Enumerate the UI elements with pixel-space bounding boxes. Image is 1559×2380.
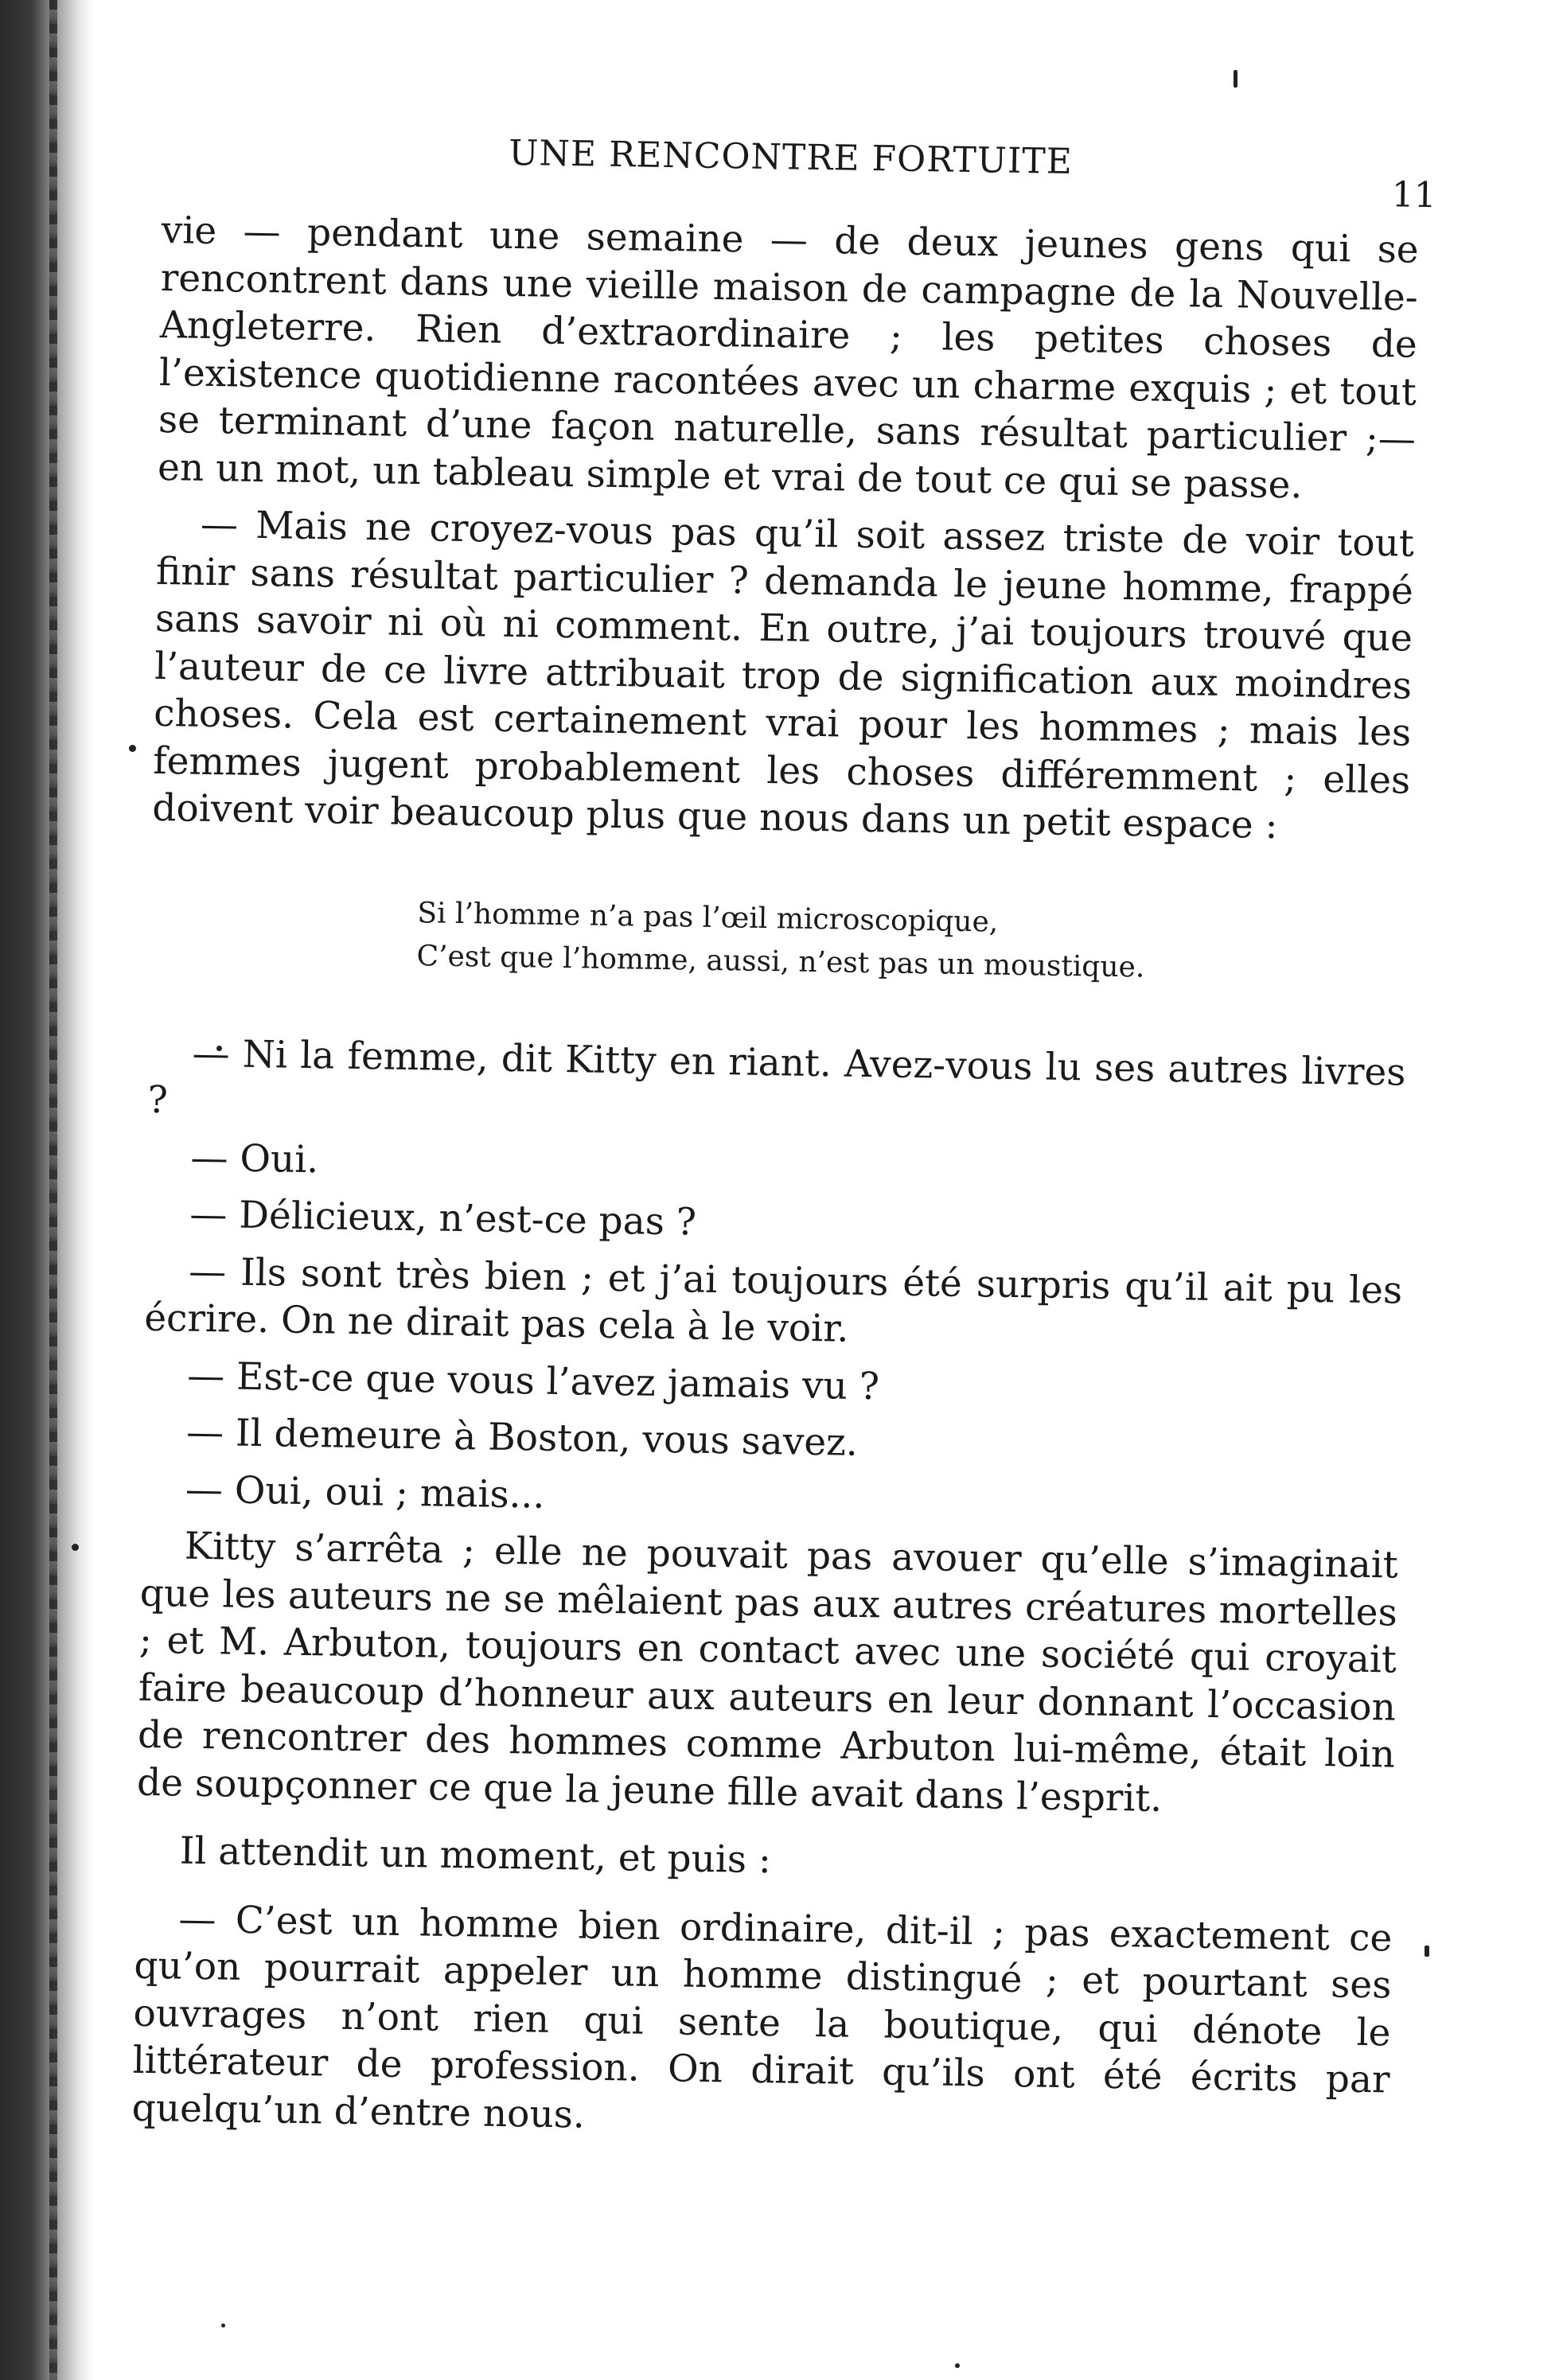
verse-line: C’est que l’homme, aussi, n’est pas un moustique. <box>416 939 1145 984</box>
dialogue-line: — Délicieux, n’est-ce pas ? <box>189 1192 697 1245</box>
ink-speck <box>1234 70 1237 88</box>
ink-speck <box>72 1544 79 1551</box>
dialogue-line: — Ni la femme, dit Kitty en riant. Avez-vous lu ses autres livres ? <box>147 1031 1406 1123</box>
paragraph: vie — pendant une semaine — de deux jeunes gens qui se rencontrent dans une vieille maison de campagne de la Nouvelle-Angleterre. Rien d’extraordinaire ; les petites choses de l’existence quotidienne racontées avec un charme exquis ; et tout se terminant d’une façon naturelle, sans résultat particulier ;— en un mot, un tableau simple et vrai de tout ce qui se passe. <box>157 208 1420 508</box>
ink-speck <box>221 2324 225 2327</box>
book-page <box>130 119 1437 2287</box>
body-text <box>131 207 1419 2152</box>
ink-speck <box>1425 1946 1429 1957</box>
paragraph: — Mais ne croyez-vous pas qu’il soit assez triste de voir tout finir sans résultat particulier ? demanda le jeune homme, frappé sans savoir ni où ni comment. En outre, j’ai toujours trouvé que l’auteur de ce livre attribuait trop de signification aux moindres choses. Cela est certainement vrai pour les hommes ; mais les femmes jugent probablement les choses différemment ; elles doivent voir beaucoup plus que nous dans un petit espace : <box>151 502 1415 848</box>
paragraph: Il attendit un moment, et puis : <box>179 1829 772 1883</box>
verse-quote <box>416 892 1409 994</box>
dialogue-line: — Il demeure à Boston, vous savez. <box>185 1410 859 1465</box>
page-gutter-edge <box>49 0 57 2380</box>
dialogue-line: — Est-ce que vous l’avez jamais vu ? <box>186 1354 880 1408</box>
dialogue-line: — Oui, oui ; mais... <box>185 1467 545 1517</box>
running-title: UNE RENCONTRE FORTUITE <box>508 132 1074 182</box>
dialogue-line: — Ils sont très bien ; et j’ai toujours été surpris qu’il ait pu les écrire. On ne dirait pas cela à le voir. <box>143 1249 1403 1351</box>
dialogue-line: — Oui. <box>190 1135 319 1182</box>
page-number: 11 <box>1391 174 1437 216</box>
paragraph: Kitty s’arrêta ; elle ne pouvait pas avouer qu’elle s’imaginait que les auteurs ne se mêlaient pas aux autres créatures mortelles ; et M. Arbuton, toujours en contact avec une société qui croyait faire beaucoup d’honneur aux auteurs en leur donnant l’occasion de rencontrer des hommes comme Arbuton lui-même, était loin de soupçonner ce que la jeune fille avait dans l’esprit. <box>136 1524 1399 1821</box>
dialogue-line: — C’est un homme bien ordinaire, dit-il ; pas exactement ce qu’on pourrait appeler un homme distingué ; et pourtant ses ouvrages n’ont rien qui sente la boutique, qui dénote le littérateur de profession. On dirait qu’ils ont été écrits par quelqu’un d’entre nous. <box>131 1897 1393 2137</box>
ink-speck <box>955 2363 960 2368</box>
verse-line: Si l’homme n’a pas l’œil microscopique, <box>417 896 999 939</box>
ink-speck <box>129 745 136 752</box>
book-binding-shadow <box>0 0 94 2380</box>
